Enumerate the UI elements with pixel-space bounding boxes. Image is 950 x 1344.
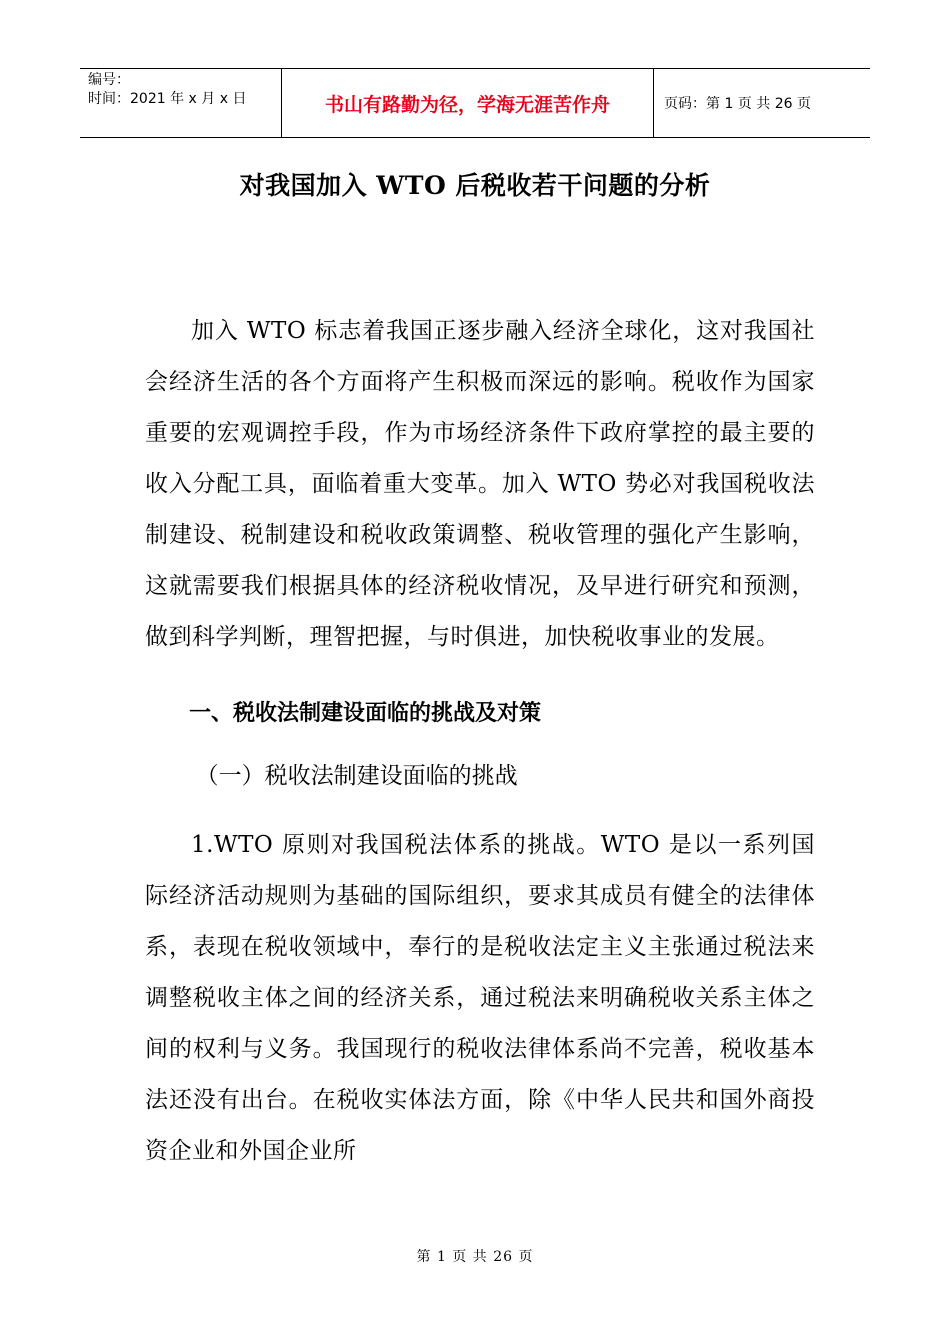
document-header xyxy=(80,68,870,138)
document-body xyxy=(145,306,815,1177)
intro-paragraph: 加入 WTO 标志着我国正逐步融入经济全球化，这对我国社会经济生活的各个方面将产生积极而深远的影响。税收作为国家重要的宏观调控手段，作为市场经济条件下政府掌控的最主要的收入分配工具，面临着重大变革。加入 WTO 势必对我国税收法制建设、税制建设和税收政策调整、税收管理的强化产生影响，这就需要我们根据具体的经济税收情况，及早进行研究和预测，做到科学判断，理智把握，与时俱进，加快税收事业的发展。 xyxy=(145,318,815,650)
section-heading: 一、税收法制建设面临的挑战及对策 xyxy=(189,701,542,726)
document-title: 对我国加入 WTO 后税收若干问题的分析 xyxy=(239,171,711,200)
header-page-cell xyxy=(654,69,870,137)
header-meta-cell xyxy=(80,69,282,137)
subsection-heading: （一）税收法制建设面临的挑战 xyxy=(195,763,518,789)
time-label: 时间：2021 年 x 月 x 日 xyxy=(88,91,247,107)
header-motto-cell xyxy=(282,69,654,137)
code-label: 编号： xyxy=(88,72,130,88)
motto-text: 书山有路勤为径，学海无涯苦作舟 xyxy=(324,93,610,116)
body-paragraph: 1.WTO 原则对我国税法体系的挑战。WTO 是以一系列国际经济活动规则为基础的国际组织，要求其成员有健全的法律体系，表现在税收领域中，奉行的是税收法定主义主张通过税法来调整税收主体之间的经济关系，通过税法来明确税收关系主体之间的权利与义务。我国现行的税收法律体系尚不完善，税收基本法还没有出台。在税收实体法方面，除《中华人民共和国外商投资企业和外国企业所 xyxy=(145,832,815,1164)
page-info: 页码：第 1 页 共 26 页 xyxy=(664,96,811,112)
page-footer: 第 1 页 共 26 页 xyxy=(416,1249,534,1265)
